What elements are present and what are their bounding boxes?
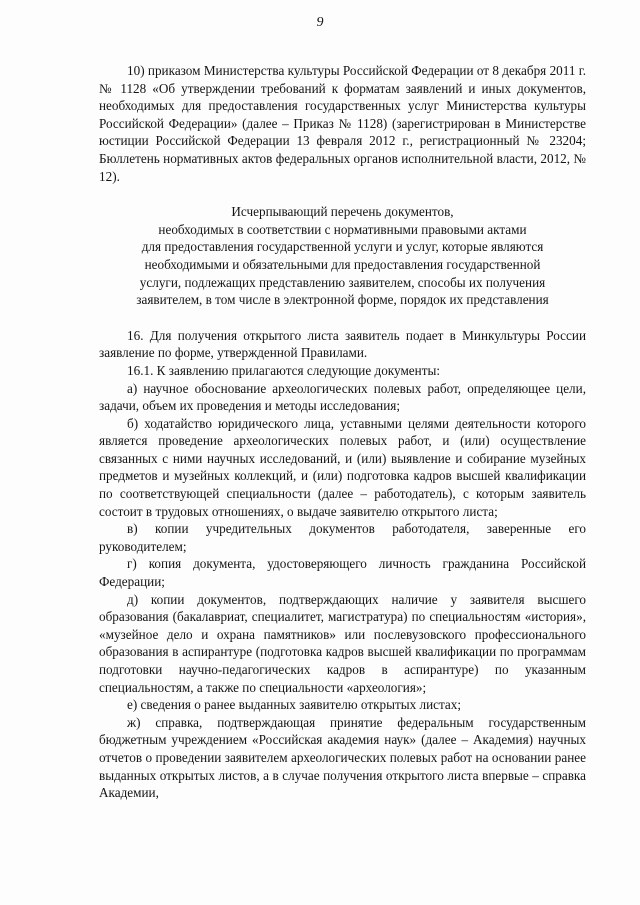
heading-line-6: заявителем, в том числе в электронной форме, порядок их представления [136,292,549,308]
list-item-g: г) копия документа, удостоверяющего личность гражданина Российской Федерации; [99,556,586,590]
heading-line-4: необходимыми и обязательными для предоставления государственной [144,256,541,272]
page-number: 9 [316,15,324,30]
paragraph-item-16: 16. Для получения открытого листа заявитель подает в Минкультуры России заявление по форме, утвержденной Правилами. [99,327,586,361]
list-item-a: а) научное обоснование археологических полевых работ, определяющее цели, задачи, объем их проведения и методы исследования; [99,380,586,414]
document-body [99,62,586,802]
paragraph-item-16-1-intro: 16.1. К заявлению прилагаются следующие документы: [127,362,440,378]
paragraph-item-10: 10) приказом Министерства культуры Российской Федерации от 8 декабря 2011 г. № 1128 «Об утверждении требований к форматам заявлений и иных документов, необходимых для предоставления государственных услуг Министерства культуры Российской Федерации» (далее – Приказ № 1128) (зарегистрирован в Министерстве юстиции Российской Федерации 13 февраля 2012 г., регистрационный № 23204; Бюллетень нормативных актов федеральных органов исполнительной власти, 2012, № 12). [99,63,586,184]
list-item-b: б) ходатайство юридического лица, уставными целями деятельности которого является проведение археологических полевых работ, и (или) осуществление связанных с ними научных исследований, и (или) выявление и собирание музейных предметов и музейных коллекций, и (или) подготовка кадров высшей квалификации по соответствующей специальности (далее – работодатель), с которым заявитель состоит в трудовых отношениях, о выдаче заявителю открытого листа; [99,415,586,519]
list-item-v: в) копии учредительных документов работодателя, заверенные его руководителем; [99,521,586,554]
section-heading [87,203,598,309]
heading-line-2: необходимых в соответствии с нормативными правовыми актами [158,221,527,237]
list-item-e: е) сведения о ранее выданных заявителю открытых листах; [127,697,462,713]
heading-line-5: услуги, подлежащих представлению заявителем, способы их получения [139,274,546,290]
heading-line-1: Исчерпывающий перечень документов, [231,204,454,220]
heading-line-3: для предоставления государственной услуги и услуг, которые являются [141,239,544,255]
list-item-d: д) копии документов, подтверждающих наличие у заявителя высшего образования (бакалавриат, специалитет, магистратура) по специальностям «история», «музейное дело и охрана памятников» или послевузовского профессионального образования в аспирантуре (подготовка кадров высшей квалификации по программам подготовки научно-педагогических кадров в аспирантуре) по указанным специальностям, а также по специальности «археология»; [99,591,586,695]
list-item-zh: ж) справка, подтверждающая принятие федеральным государственным бюджетным учреждением «Российская академия наук» (далее – Академия) научных отчетов о проведении заявителем археологических полевых работ на основании ранее выданных открытых листов, а в случае получения открытого листа впервые – справка Академии, [99,714,586,801]
